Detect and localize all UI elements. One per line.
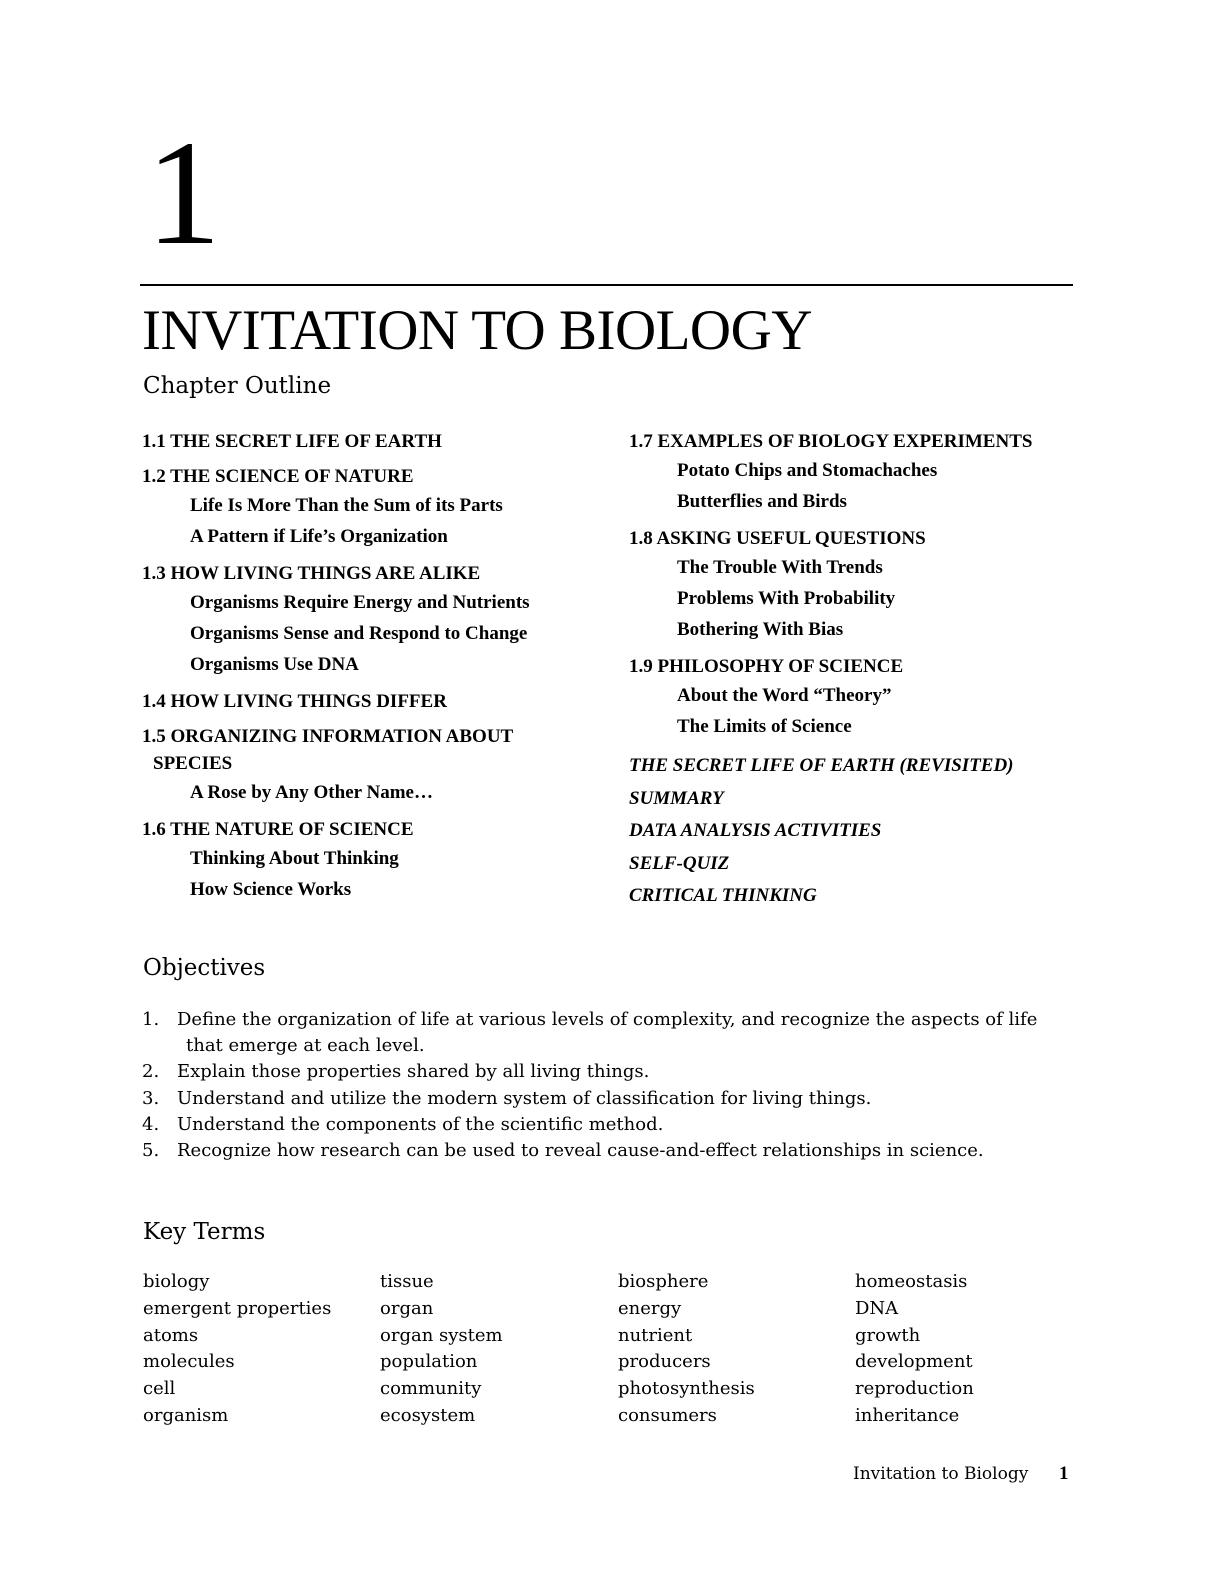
outline-section-heading — [142, 816, 612, 843]
outline-end-section: THE SECRET LIFE OF EARTH (REVISITED) — [629, 755, 1014, 776]
key-term: population — [380, 1351, 478, 1373]
objective-text-continued: that emerge at each level. — [186, 1035, 425, 1057]
outline-section-text: 1.1 THE SECRET LIFE OF EARTH — [142, 431, 442, 452]
footer-title: Invitation to Biology — [853, 1464, 1029, 1484]
key-term: energy — [618, 1297, 682, 1319]
objective-text: Understand the components of the scientific method. — [177, 1113, 664, 1135]
key-term: development — [855, 1351, 973, 1373]
outline-subsection: Butterflies and Birds — [677, 491, 847, 512]
outline-subsection: The Limits of Science — [677, 716, 852, 737]
outline-section-text: 1.2 THE SCIENCE OF NATURE — [142, 466, 414, 487]
key-term: consumers — [618, 1404, 717, 1426]
outline-subsection: How Science Works — [190, 879, 352, 900]
outline-end-section: CRITICAL THINKING — [629, 885, 817, 906]
outline-section-heading — [629, 428, 1089, 455]
key-term: producers — [618, 1351, 711, 1373]
objective-number: 1. — [142, 1009, 160, 1030]
outline-subsection: About the Word “Theory” — [677, 685, 892, 706]
objective-item — [142, 1059, 1042, 1085]
key-term: DNA — [855, 1297, 899, 1319]
key-term: organ — [380, 1297, 434, 1319]
outline-section-heading — [629, 653, 1089, 680]
key-term: atoms — [143, 1324, 199, 1346]
outline-end-section: SUMMARY — [629, 787, 724, 809]
outline-subsection: Bothering With Bias — [677, 619, 844, 640]
outline-right-column — [629, 428, 1089, 913]
key-term: photosynthesis — [618, 1378, 755, 1400]
outline-section-text: 1.3 HOW LIVING THINGS ARE ALIKE — [142, 563, 481, 584]
outline-section-heading — [142, 463, 612, 490]
objective-item — [142, 1112, 1042, 1138]
key-term: reproduction — [855, 1378, 974, 1400]
key-term: biology — [143, 1271, 210, 1292]
chapter-title: INVITATION TO BIOLOGY — [142, 299, 812, 362]
objective-text: Define the organization of life at various levels of complexity, and recognize the aspects of life — [177, 1009, 1038, 1030]
key-term: organ system — [380, 1324, 503, 1346]
key-term: growth — [855, 1324, 921, 1346]
outline-section-text: 1.5 ORGANIZING INFORMATION ABOUT — [142, 726, 514, 747]
key-term: cell — [143, 1378, 176, 1400]
key-terms-heading: Key Terms — [143, 1219, 266, 1245]
outline-section-heading — [142, 428, 612, 455]
key-term: nutrient — [618, 1324, 693, 1346]
key-term: organism — [143, 1404, 229, 1426]
key-term: inheritance — [855, 1404, 960, 1426]
key-terms-grid — [143, 1269, 1085, 1430]
outline-subsection: A Rose by Any Other Name… — [190, 782, 433, 803]
key-term: molecules — [143, 1351, 235, 1373]
outline-subsection: Organisms Require Energy and Nutrients — [190, 592, 530, 613]
outline-subsection: Potato Chips and Stomachaches — [677, 460, 938, 481]
outline-section-heading — [142, 560, 612, 587]
outline-subsection: A Pattern if Life’s Organization — [190, 526, 448, 547]
outline-subsection: Organisms Sense and Respond to Change — [190, 623, 528, 644]
objective-number: 5. — [142, 1140, 160, 1162]
outline-section-text: 1.6 THE NATURE OF SCIENCE — [142, 819, 414, 840]
outline-end-section: DATA ANALYSIS ACTIVITIES — [629, 820, 882, 841]
outline-subsection: Thinking About Thinking — [190, 848, 399, 869]
outline-section-text: 1.4 HOW LIVING THINGS DIFFER — [142, 691, 447, 712]
outline-left-column — [142, 428, 612, 905]
objective-number: 3. — [142, 1087, 160, 1109]
key-term: ecosystem — [380, 1404, 476, 1426]
outline-section-text: 1.9 PHILOSOPHY OF SCIENCE — [629, 656, 904, 677]
outline-end-section: SELF-QUIZ — [629, 852, 730, 874]
page-number: 1 — [1059, 1463, 1069, 1484]
outline-section-heading — [142, 723, 612, 777]
objective-number: 4. — [142, 1113, 160, 1135]
objective-item — [142, 1138, 1042, 1164]
key-term: community — [380, 1378, 482, 1400]
objective-item — [142, 1007, 1042, 1059]
outline-section-text: 1.7 EXAMPLES OF BIOLOGY EXPERIMENTS — [629, 431, 1033, 452]
outline-subsection: Life Is More Than the Sum of its Parts — [190, 495, 503, 516]
objective-text: Understand and utilize the modern system of classification for living things. — [177, 1087, 872, 1109]
key-term: tissue — [380, 1271, 434, 1292]
objectives-list — [142, 1007, 1042, 1164]
outline-heading: Chapter Outline — [143, 373, 332, 399]
objective-text: Explain those properties shared by all living things. — [177, 1061, 650, 1083]
title-rule — [140, 284, 1073, 286]
outline-subsection: Organisms Use DNA — [190, 654, 359, 675]
objective-item — [142, 1086, 1042, 1112]
outline-section-heading — [629, 525, 1089, 552]
chapter-number: 1 — [146, 110, 221, 276]
key-term: homeostasis — [855, 1271, 968, 1292]
key-term: biosphere — [618, 1271, 709, 1292]
outline-section-text-continued: SPECIES — [153, 753, 233, 774]
outline-section-heading — [142, 688, 612, 715]
objectives-heading: Objectives — [143, 955, 266, 981]
objective-number: 2. — [142, 1061, 160, 1083]
outline-subsection: Problems With Probability — [677, 588, 896, 609]
objective-text: Recognize how research can be used to reveal cause-and-effect relationships in science. — [177, 1140, 984, 1162]
key-term: emergent properties — [143, 1297, 332, 1319]
outline-section-text: 1.8 ASKING USEFUL QUESTIONS — [629, 528, 926, 549]
outline-subsection: The Trouble With Trends — [677, 557, 883, 578]
